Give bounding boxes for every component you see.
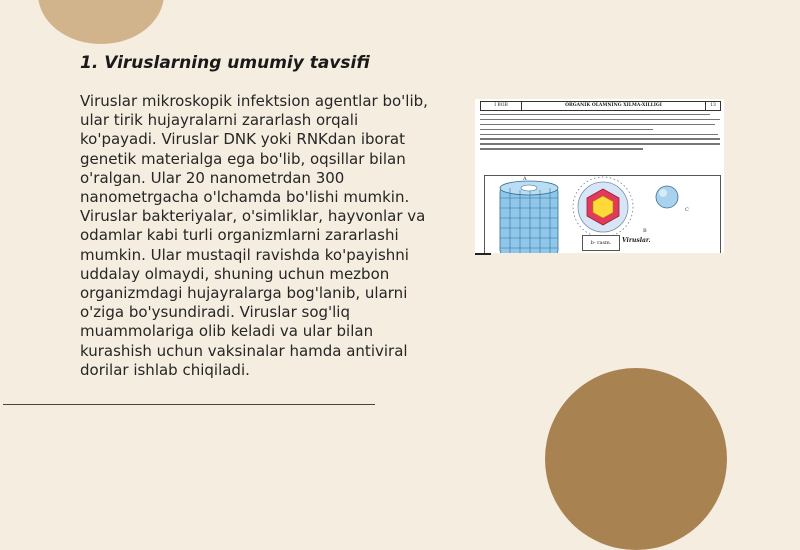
enveloped-virus bbox=[573, 177, 633, 237]
figure-header-page-number: 13 bbox=[710, 103, 716, 108]
decorative-circle-top bbox=[38, 0, 164, 44]
figure-caption-box: b- rasm. bbox=[582, 235, 620, 251]
decorative-circle-bottom bbox=[545, 368, 727, 550]
figure-header-chapter: I BOB bbox=[481, 102, 522, 110]
divider-line bbox=[3, 404, 375, 405]
figure-underline-mark bbox=[475, 253, 491, 255]
figure-label-c: C bbox=[685, 207, 689, 213]
figure-label-b: B bbox=[643, 228, 647, 234]
figure-caption: Viruslar. bbox=[622, 237, 651, 244]
slide-paragraph: Viruslar mikroskopik infektsion agentlar bo'lib, ular tirik hujayralarni zararlash orqali ko'payadi. Viruslar DNK yoki RNKdan iborat genetik materialga ega bo'lib, oqsillar bilan o'ralgan. Ular 20 nanometrdan 300 nanometrgacha o'lchamda bo'lishi mumkin. Viruslar bakteriyalar, o'simliklar, hayvonlar va odamlar kabi turli organizmlarni zararlashi mumkin. Ular mustaqil ravishda ko'payishni uddalay olmaydi, shuning uchun mezbon organizmdagi hujayralarga bog'lanib, ularni o'ziga bo'ysundiradi. Viruslar sog'liq muammolariga olib keladi va ular bilan kurashish uchun vaksinalar hamda antiviral dorilar ishlab chiqiladi. bbox=[80, 92, 428, 379]
figure-label-a: A bbox=[523, 176, 527, 182]
textbook-figure bbox=[475, 99, 724, 253]
figure-header-title: ORGANIK OLAMNING XILMA-XILLIGI bbox=[522, 102, 706, 110]
small-virus bbox=[656, 186, 678, 208]
figure-page-header bbox=[480, 101, 721, 111]
figure-body-text-lines bbox=[480, 114, 720, 153]
rod-virus bbox=[500, 181, 558, 253]
slide-title: 1. Viruslarning umumiy tavsifi bbox=[80, 53, 370, 73]
